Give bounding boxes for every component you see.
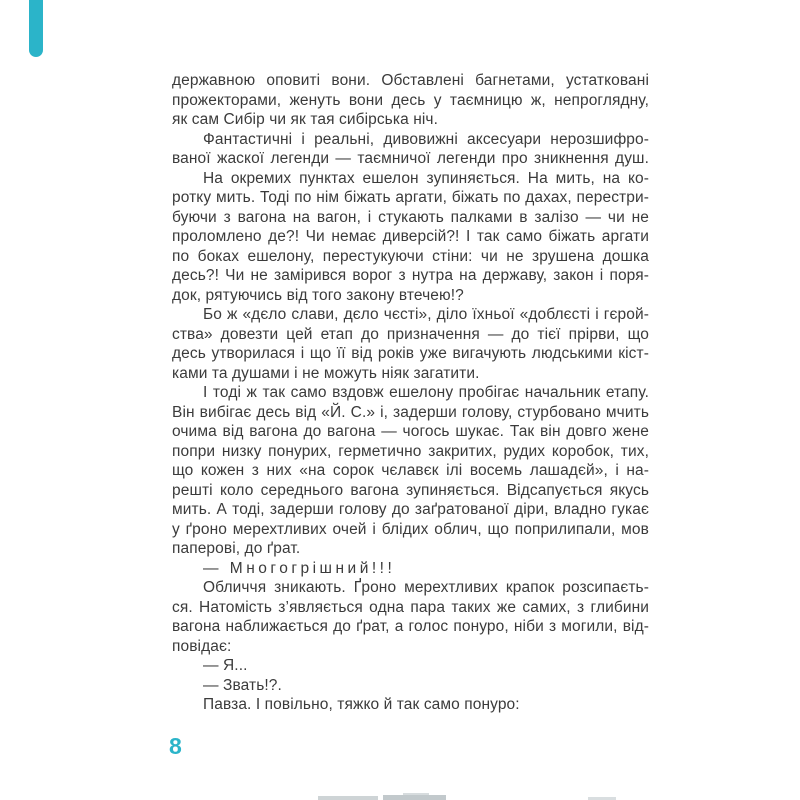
- text-line: Бо ж «дєло слави, дєло чєсті», діло їхньої «доблєсті і гєрой-: [203, 306, 649, 323]
- text-line: мить. А тоді, задерши голову до заґратованої діри, владно гукає: [172, 501, 649, 518]
- text-line: — Многогрішний!!!: [203, 559, 396, 577]
- text-line: Фантастичні і реальні, дивовижні аксесуари нерозшифро-: [203, 130, 649, 148]
- text-line: очима від вагона до вагона — чогось шукає. Так він довго жене: [172, 423, 649, 440]
- text-line: ваної жаскої легенди — таємничої легенди про зникнення душ.: [172, 150, 649, 167]
- text-line: ства» довезти цей етап до призначення — до тієї прірви, що: [172, 325, 649, 343]
- page-text: [172, 71, 649, 715]
- text-line: — Звать!?.: [203, 676, 282, 694]
- text-line: решті коло середнього вагона зупиняється. Відсапується якусь: [172, 481, 649, 499]
- text-line: ся. Натомість з’являється одна пара таких же самих, з глибини: [172, 598, 649, 616]
- page-edge-artifact: [383, 795, 446, 800]
- text-line: державною оповиті вони. Обставлені багнетами, устатковані: [172, 72, 649, 89]
- text-line: док, рятуючись від того закону втечею!?: [172, 286, 464, 304]
- text-line: проломлено де?! Чи немає диверсій?! І так само біжать аргати: [172, 228, 649, 245]
- text-line: Обличчя зникають. Ґроно мерехтливих крапок розсипаєть-: [203, 579, 649, 596]
- page-number: 8: [169, 733, 182, 759]
- chapter-accent-bar: [29, 0, 43, 57]
- text-line: по боках ешелону, перестукуючи стіни: чи не зрушена дошка: [172, 247, 649, 265]
- text-line: Він вибігає десь від «Й. С.» і, задерши голову, стурбовано мчить: [172, 403, 649, 421]
- text-line: прожекторами, женуть вони десь у таємницю ж, непроглядну,: [172, 91, 649, 109]
- text-line: попри низку понурих, герметично закритих, рудих коробок, тих,: [172, 442, 649, 460]
- text-line: — Я...: [203, 657, 248, 674]
- text-line: що кожен з них «на сорок чєлавєк ілі восемь лашадєй», і на-: [172, 462, 649, 479]
- text-line: у ґроно мерехтливих очей і блідих облич, що поприлипали, мов: [172, 520, 649, 538]
- text-line: ротку мить. Тоді по нім біжать аргати, біжать по дахах, перестри-: [172, 189, 649, 206]
- text-line: паперові, до ґрат.: [172, 540, 301, 557]
- page-edge-artifact: [318, 796, 378, 800]
- text-line: десь утворилася і що її від років уже вигачують людськими кіст-: [172, 345, 649, 362]
- text-line: буючи з вагона на вагон, і стукають палками в залізо — чи не: [172, 208, 649, 226]
- text-line: ками та душами і не можуть ніяк загатити.: [172, 364, 480, 382]
- text-line: повідає:: [172, 637, 232, 655]
- text-line: вагона наближається до ґрат, а голос понуро, ніби з могили, від-: [172, 618, 649, 635]
- text-line: як сам Сибір чи як тая сибірська ніч.: [172, 111, 438, 128]
- text-line: Павза. І повільно, тяжко й так само понуро:: [203, 696, 520, 713]
- text-line: І тоді ж так само вздовж ешелону пробігає начальник етапу.: [203, 384, 649, 401]
- text-line: На окремих пунктах ешелон зупиняється. На мить, на ко-: [203, 169, 649, 187]
- text-line: десь?! Чи не замірився ворог з нутра на державу, закон і поря-: [172, 267, 649, 284]
